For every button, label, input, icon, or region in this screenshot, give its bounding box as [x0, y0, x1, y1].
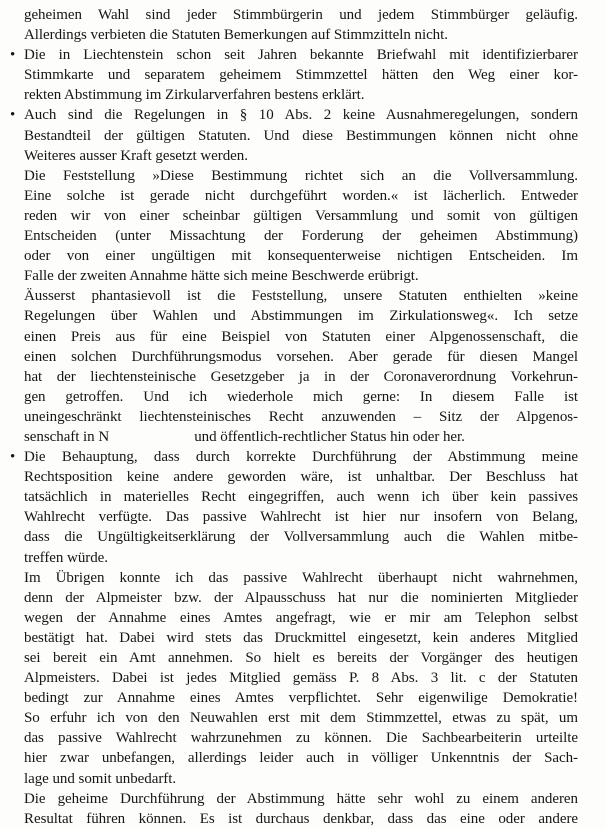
text-line: Wahlrecht verfügte. Das passive Wahlrecht ist hier nur insofern von Belang, [24, 509, 578, 526]
text-line: Eine solche ist gerade nicht durchgeführt worden.« ist lächerlich. Entweder [24, 187, 578, 204]
text-line: hier zwar unbefangen, allerdings leider auch in völliger Unkenntnis der Sach- [24, 750, 578, 767]
text-line: senschaft in N und öffentlich-rechtlicher Status hin oder her. [24, 428, 465, 445]
text-line: einen Preis aus für eine Beispiel von Statuten einer Alpgenossenschaft, die [24, 328, 578, 345]
text-line: Regelungen über Wahlen und Abstimmungen im Zirkulationsweg«. Ich setze [24, 308, 578, 325]
text-line: Falle der zweiten Annahme hätte sich meine Beschwerde erübrigt. [24, 268, 419, 285]
text-line: Rechtsposition keine andere geworden wäre, ist unhaltbar. Der Beschluss hat [24, 469, 578, 486]
paragraph [24, 166, 578, 287]
document-text-body [10, 5, 578, 829]
text-line: Alpmeisters. Dabei ist jedes Mitglied gemäss P. 8 Abs. 3 lit. c der Statuten [24, 670, 578, 687]
text-line: Die Behauptung, dass durch korrekte Durchführung der Abstimmung meine [24, 449, 578, 466]
text-line: reden wir von einer scheinbar gültigen Versammlung und somit von gültigen [24, 207, 578, 224]
text-line: das passive Wahlrecht wahrzunehmen zu können. Die Sachbearbeiterin urteilte [24, 730, 578, 747]
text-line: bestätigt hat. Dabei wird stets das Druckmittel eingesetzt, kein anderes Mitglied [24, 629, 578, 646]
text-line: einen solchen Durchführungsmodus vorsehen. Aber gerade für diesen Mangel [24, 348, 578, 365]
bullet-paragraph [10, 45, 578, 105]
text-line: tatsächlich in materielles Recht eingegriffen, auch wenn ich über kein passives [24, 489, 578, 506]
bullet-paragraph [10, 105, 578, 165]
text-line: lage und somit unbedarft. [24, 770, 177, 787]
paragraph [24, 789, 578, 829]
text-line: treffen würde. [24, 549, 108, 566]
text-line: Resultat führen können. Es ist durchaus denkbar, dass das eine oder andere [24, 810, 578, 827]
text-line: Entscheiden (unter Missachtung der Forderung der geheimen Abstimmung) [24, 228, 578, 245]
text-line: Die geheime Durchführung der Abstimmung hätte sehr wohl zu einem anderen [24, 790, 578, 807]
text-line: Die Feststellung »Diese Bestimmung richtet sich an die Vollversammlung. [24, 167, 578, 184]
text-line: dass die Ungültigkeitserklärung der Vollversammlung auch die Wahlen mitbe- [24, 529, 578, 546]
text-line: Allerdings verbieten die Statuten Bemerkungen auf Stimmzitteln nicht. [24, 27, 448, 44]
text-line: oder von einer ungültigen mit konsequenterweise nichtigen Entscheiden. Im [24, 248, 578, 265]
paragraph [24, 568, 578, 789]
bullet-icon: • [10, 107, 16, 124]
text-line: bedingt zur Annahme eines Amtes verpflichtet. Sehr eigenwilige Demokratie! [24, 690, 578, 707]
text-line: uneingeschränkt liechtensteinisches Recht anzuwenden – Sitz der Alpgenos- [24, 408, 578, 425]
text-line: Bestandteil der gültigen Statuten. Und diese Bestimmungen können nicht ohne [24, 127, 578, 144]
text-line: wegen der Annahme eines Amtes angefragt, wie er mir am Telephon selbst [24, 609, 578, 626]
paragraph [24, 5, 578, 45]
text-line: Äusserst phantasievoll ist die Feststellung, unsere Statuten enthielten »keine [24, 288, 578, 305]
text-line: hat der liechtensteinische Gesetzgeber ja in der Coronaverordnung Vorkehrun- [24, 368, 578, 385]
text-line: sei bereit ein Amt annehmen. So hielt es bereits der Vorgänger des heutigen [24, 650, 578, 666]
text-line: Im Übrigen konnte ich das passive Wahlrecht überhaupt nicht wahrnehmen, [24, 569, 578, 586]
text-line: Auch sind die Regelungen in § 10 Abs. 2 keine Ausnahmeregelungen, sondern [24, 107, 578, 124]
text-line: Weiteres ausser Kraft gesetzt werden. [24, 147, 248, 164]
text-line: Die in Liechtenstein schon seit Jahren bekannte Briefwahl mit identifizierbarer [24, 47, 578, 64]
text-line: Stimmkarte und separatem geheimem Stimmzettel hätten den Weg einer kor- [24, 67, 578, 84]
paragraph [24, 286, 578, 447]
bullet-icon: • [10, 449, 16, 466]
bullet-icon: • [10, 47, 16, 64]
text-line: So erfuhr ich von den Neuwahlen erst mit dem Stimmzettel, etwas zu spät, um [24, 710, 578, 727]
text-line: gen getroffen. Und ich wiederhole mich gerne: In diesem Falle ist [24, 388, 578, 405]
bullet-paragraph [10, 447, 578, 568]
text-line: geheimen Wahl sind jeder Stimmbürgerin und jedem Stimmbürger geläufig. [24, 7, 578, 23]
text-line: rekten Abstimmung im Zirkularverfahren bestens erklärt. [24, 87, 365, 104]
text-line: denn der Alpmeister bzw. der Alpausschuss hat nur die nominierten Mitglieder [24, 589, 578, 606]
